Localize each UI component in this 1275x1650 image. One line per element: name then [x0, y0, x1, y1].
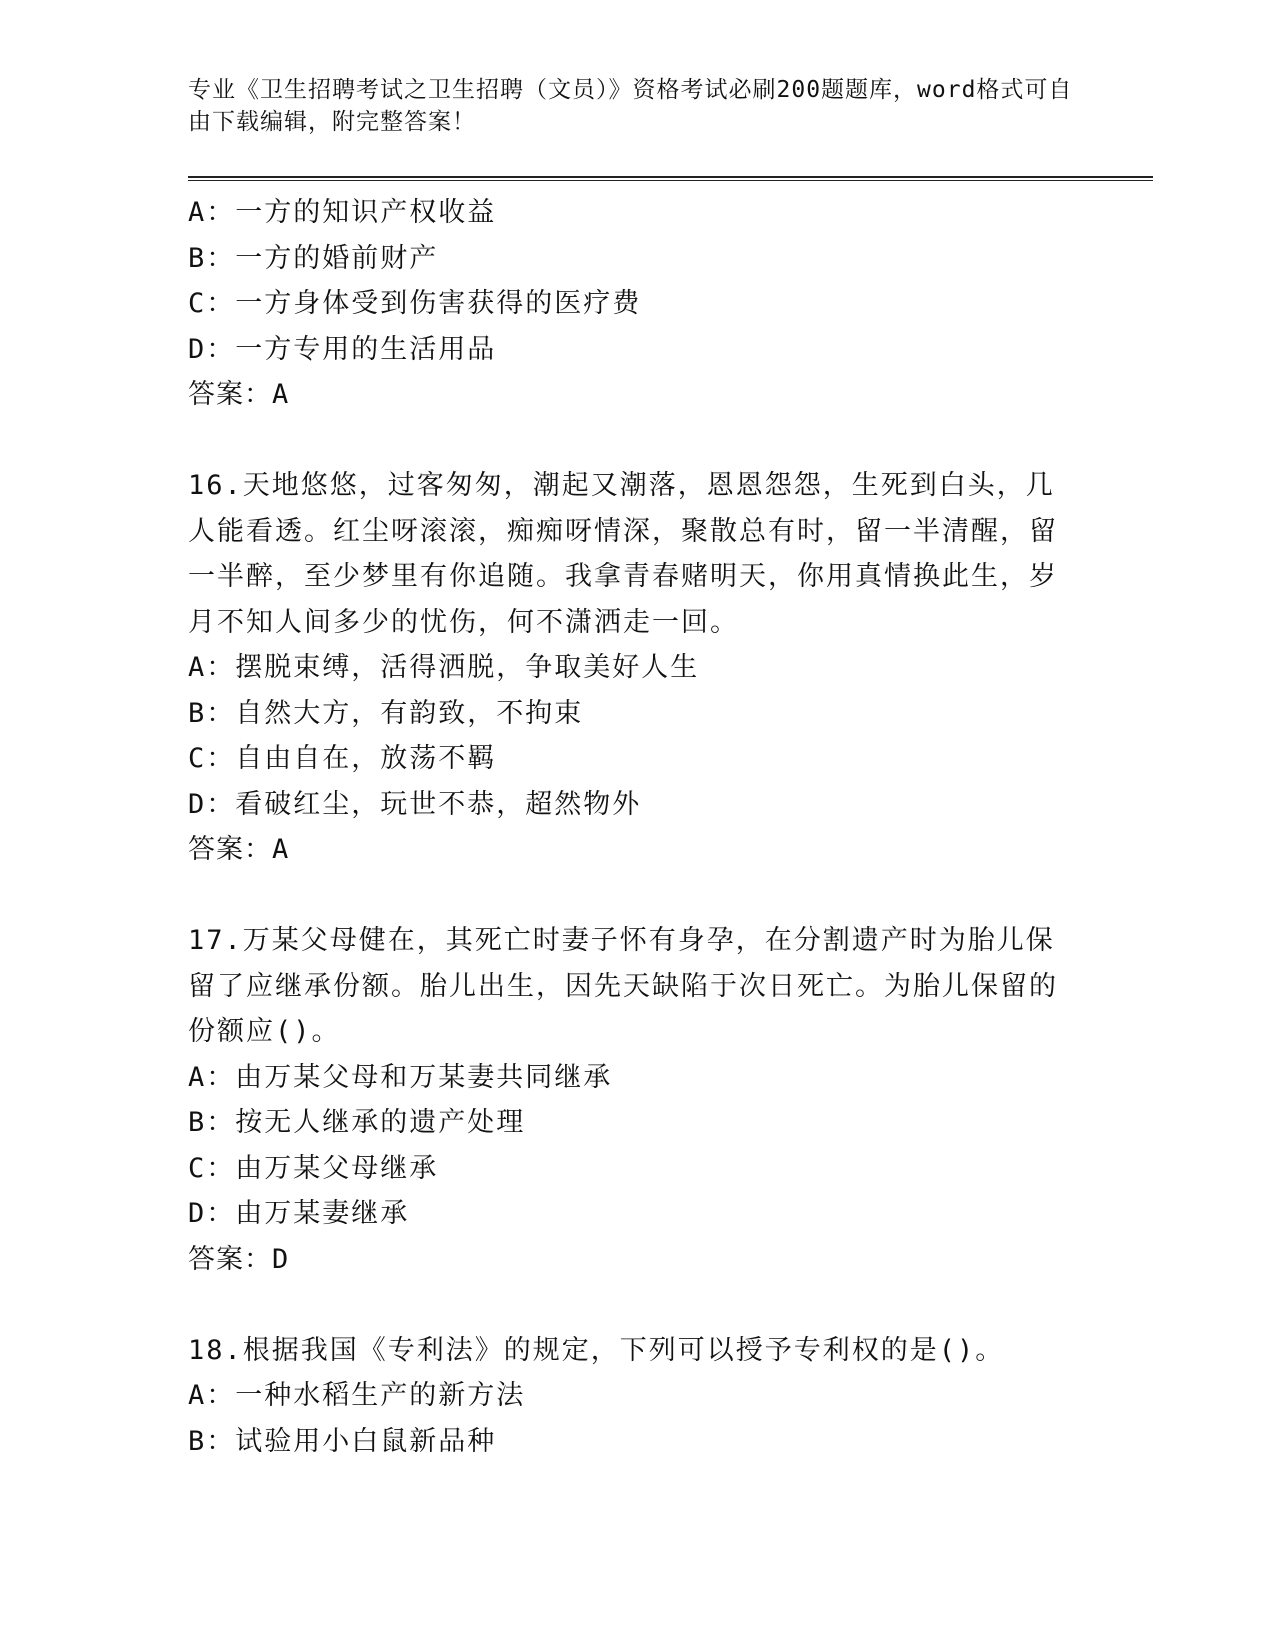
answer-value: A [272, 379, 290, 410]
question-text: 18.根据我国《专利法》的规定，下列可以授予专利权的是()。 [188, 1334, 1005, 1366]
spacer [188, 418, 1108, 464]
answer-line [188, 1237, 1108, 1283]
document-header: 专业《卫生招聘考试之卫生招聘（文员）》资格考试必刷200题题库，word格式可自由下载编辑，附完整答案！ [188, 77, 1073, 135]
option-c: C：自由自在，放荡不羁 [188, 743, 497, 774]
option-a: A：摆脱束缚，活得洒脱，争取美好人生 [188, 652, 700, 683]
option-a: A：一种水稻生产的新方法 [188, 1380, 526, 1411]
answer-line [188, 372, 1108, 418]
question-block-16 [188, 463, 1108, 873]
option-b: B：按无人继承的遗产处理 [188, 1107, 526, 1138]
question-text: 16.天地悠悠，过客匆匆，潮起又潮落，恩恩怨怨，生死到白头，几人能看透。红尘呀滚滚，痴痴呀情深，聚散总有时，留一半清醒，留一半醉，至少梦里有你追随。我拿青春赌明天，你用真情换此生，岁月不知人间多少的忧伤，何不潇洒走一回。 [188, 470, 1058, 638]
option-a: A：由万某父母和万某妻共同继承 [188, 1061, 613, 1093]
answer-label: 答案： [188, 1243, 272, 1275]
option-c: C：由万某父母继承 [188, 1152, 439, 1184]
option-b: B：自然大方，有韵致，不拘束 [188, 697, 584, 729]
header-divider [188, 176, 1153, 181]
option-c: C：一方身体受到伤害获得的医疗费 [188, 288, 642, 319]
option-d: D：看破红尘，玩世不恭，超然物外 [188, 788, 642, 820]
answer-label: 答案： [188, 379, 272, 410]
question-block-15 [188, 190, 1108, 418]
answer-value: D [272, 1243, 290, 1275]
question-block-17 [188, 918, 1108, 1282]
option-d: D：一方专用的生活用品 [188, 333, 497, 365]
answer-label: 答案： [188, 834, 272, 865]
spacer [188, 873, 1108, 919]
option-b: B：试验用小白鼠新品种 [188, 1425, 497, 1457]
document-body [188, 190, 1108, 1464]
option-a: A：一方的知识产权收益 [188, 197, 497, 228]
question-text: 17.万某父母健在，其死亡时妻子怀有身孕，在分割遗产时为胎儿保留了应继承份额。胎儿出生，因先天缺陷于次日死亡。为胎儿保留的份额应()。 [188, 925, 1058, 1047]
answer-line [188, 827, 1108, 873]
option-b: B：一方的婚前财产 [188, 242, 439, 274]
spacer [188, 1282, 1108, 1328]
answer-value: A [272, 834, 290, 865]
question-block-18 [188, 1328, 1108, 1465]
option-d: D：由万某妻继承 [188, 1198, 410, 1229]
